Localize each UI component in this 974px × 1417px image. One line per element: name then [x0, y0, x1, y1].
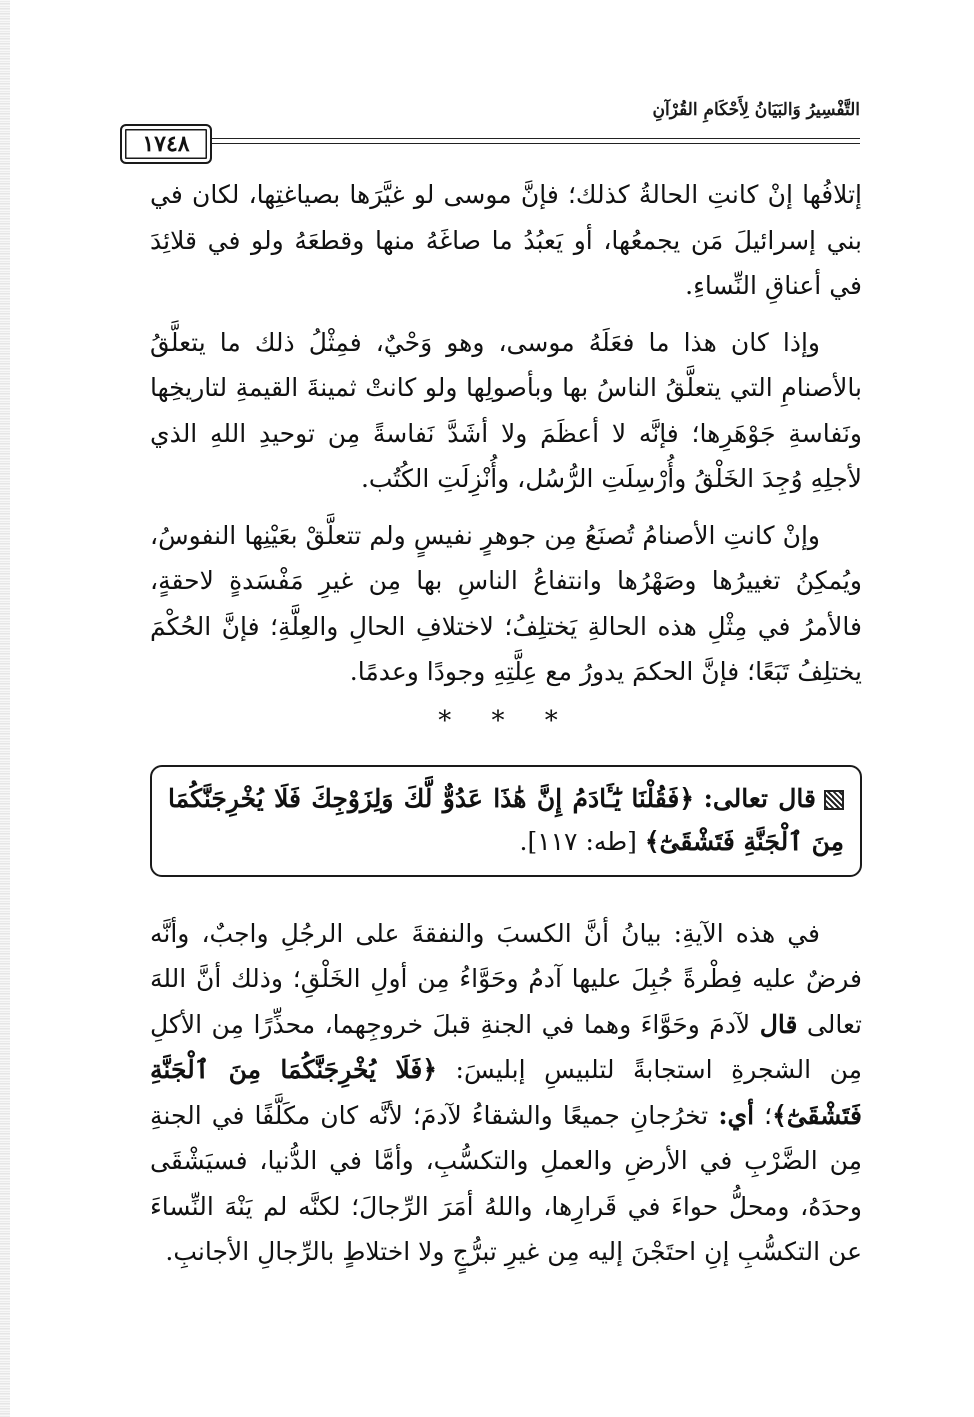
commentary-ay: أي: — [718, 1100, 755, 1130]
commentary-qala: قال — [759, 1009, 798, 1039]
section-separator: * * * — [438, 705, 574, 736]
paragraph-3: وإنْ كانتِ الأصنامُ تُصنَعُ مِن جوهرٍ نفيسٍ ولم تتعلَّقْ بعَيْنِها النفوسُ، ويُمكِنُ تغييرُها وصَهْرُها وانتفاعُ الناسِ بها مِن غيرِ مَفْسَدةٍ لاحقةٍ، فالأمرُ في مِثْلِ هذه الحالةِ يَختلِفُ؛ لاختلافِ الحالِ والعِلَّةِ؛ فإنَّ الحُكْمَ يختلِفُ تَبَعًا؛ فإنَّ الحكمَ يدورُ مع عِلَّتِهِ وجودًا وعدمًا. — [150, 520, 862, 686]
running-title: التَّفْسِيرُ وَالبَيَانُ لِأَحْكَامِ القُرْآنِ — [652, 100, 860, 120]
scan-edge-texture — [0, 0, 10, 1417]
header-rule — [120, 138, 860, 139]
page-header — [120, 100, 860, 160]
verse-reference: [طه: ١١٧]. — [519, 826, 637, 856]
page-number: ١٧٤٨ — [120, 124, 212, 164]
paragraph-1: إتلافُها إنْ كانتِ الحالةُ كذلك؛ فإنَّ موسى لو غيَّرَها بصياغتِها، لكان في بني إسرائيلَ مَن يجمعُها، أو يَعبُدُ ما صاغَهُ منها وقطعَهُ ولو في قلائِدَ في أعناقِ النِّساءِ. — [150, 180, 862, 300]
commentary-paragraph — [150, 911, 862, 1275]
commentary-text-1: في هذه الآيةِ: بيانُ أنَّ الكسبَ والنفقةَ على الرجُلِ واجبٌ، وأنَّه فرضٌ عليه فِطْرةً جُبِلَ عليها آدمُ وحَوَّاءُ مِن أولِ الخَلْقِ؛ وذلك أنَّ اللهَ تعالى — [150, 918, 863, 1039]
paragraph-2: وإذا كان هذا ما فعَلَهُ موسى، وهو وَحْيٌ، فمِثْلُ ذلك ما يتعلَّقُ بالأصنامِ التي يتعلَّقُ الناسُ بها وبأصولِها ولو كانتْ ثمينةَ القيمةِ لتاريخِها ونَفاسةِ جَوْهَرِها؛ فإنَّه لا أعظَمَ ولا أشَدَّ نَفاسةً مِن توحيدِ اللهِ الذي لأجلِهِ وُجِدَ الخَلْقُ وأُرْسِلَتِ الرُّسُل، وأُنْزِلَتِ الكُتُب. — [150, 327, 862, 493]
commentary-text-2: لآدمَ وحَوَّاءَ وهما في الجنةِ قبلَ خروجِهما، محذِّرًا مِن الأكلِ مِن الشجرةِ استجابةً لتلبيسِ إبليسَ: — [150, 1009, 862, 1084]
page-body — [150, 172, 862, 1275]
verse-intro: قال تعالى: — [703, 783, 817, 813]
verse-marker-icon — [824, 790, 844, 810]
commentary-quote: ﴿فَلَا يُخْرِجَنَّكُمَا مِنَ ٱلْجَنَّةِ فَتَشْقَىٰٓ﴾ — [150, 1055, 862, 1130]
commentary-text-3: ؛ — [764, 1100, 773, 1130]
header-rule-secondary — [120, 143, 860, 144]
quran-verse: ﴿فَقُلْنَا يَٰٓـَٔادَمُ إِنَّ هَٰذَا عَدُوٌّ لَّكَ وَلِزَوْجِكَ فَلَا يُخْرِجَنَّكُمَا مِنَ ٱلْجَنَّةِ فَتَشْقَىٰٓ﴾ — [168, 783, 844, 856]
commentary-text-4: تخرُجانِ جميعًا والشقاءُ لآدمَ؛ لأنَّه كان مكَلَّفًا في الجنةِ مِن الضَّرْبِ في الأرضِ والعملِ والتكسُّبِ، وأمَّا في الدُّنيا، فسيَشْقَى وحدَهُ، ومحلُّ حواءَ في قَرارِها، واللهُ أمَرَ الرِّجالَ؛ لكنَّه لم يَنْهَ النِّساءَ عن التكسُّبِ إنِ احتَجْنَ إليه مِن غيرِ تبرُّجٍ ولا اختلاطٍ بالرِّجالِ الأجانبِ. — [150, 1100, 862, 1266]
verse-box — [150, 765, 862, 877]
